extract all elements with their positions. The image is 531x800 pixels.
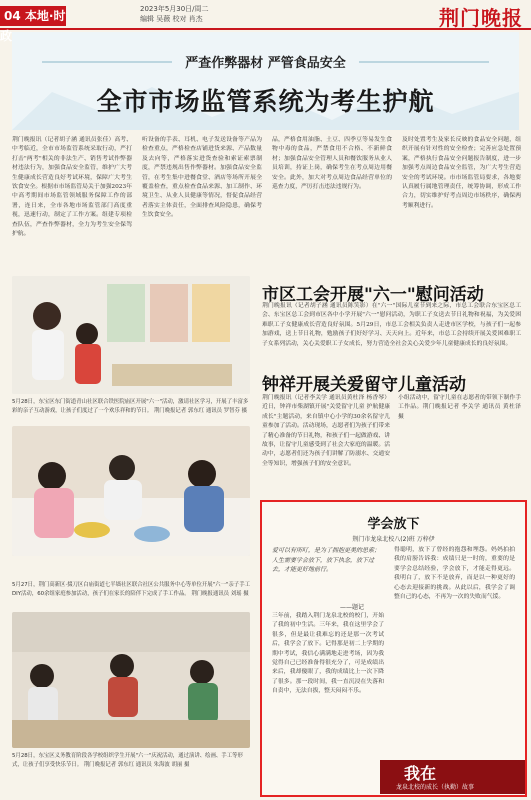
story3-headline: 钟祥开展关爱留守儿童活动: [262, 375, 466, 395]
caption-3: 5月28日，东宝区义务教育阶段各学校组织学生开展"六一"庆祝活动，通过演讲、绘画、手工等形式，让孩子们享受快乐节日。 荆门晚报记者 郭东红 通讯员 朱海波 胡丽 摄: [12, 753, 243, 768]
photo-classroom: [12, 612, 250, 748]
lead-headline: 全市市场监管系统为考生护航: [96, 87, 435, 116]
photo-children-painting: [12, 276, 250, 394]
photo-handcraft-activity: [12, 426, 250, 556]
lead-column-4: 及时处置考生及家长反映的食品安全问题，组织开展有针对性的安全检查；完善应急处置预案，严格执行食品安全问题报告制度，进一步加强考点周边食品安全监管，为广大考生营造安全的考试环境。市市场监管局要求，各地要认真履行属地管理责任，统筹协调，形成工作合力，切实维护好考点周边市场秩序，确保两考顺利进行。: [402, 137, 521, 209]
essay-epigraph-signature: ——题记: [340, 604, 365, 611]
story3-body: 荆门晚报讯（记者李关学 通讯员黄杜泽 杨香琴）近日，钟祥市柴湖镇开展"关爱留守儿童 护航健康成长"主题活动，来自镇中心小学的30余名留守儿童参加了活动。活动现场，志愿者们为孩子们带来了精心准备的节日礼物，和孩子们一起做游戏、讲故事，让留守儿童感受到了社会大家庭的温暖。活动中，志愿者们还为孩子们讲解了防溺水、交通安全等知识，增强孩子们的安全意识。: [262, 395, 390, 467]
photo-classroom-image: [12, 612, 250, 748]
issue-meta: [140, 4, 209, 24]
story2-body: 荆门晚报讯（记者胡子涵 通讯员陈笑影）在"六一"国际儿童节到来之际，市总工会联合东宝区总工会、东宝区总工会到市区各中小学开展"六一"慰问活动，为职工子女送去节日礼物和祝福，为关爱困难职工子女健康成长营造良好氛围。5月29日，市总工会相关负责人走进市区学校，与孩子们一起参加游戏，送上节日礼物，勉励孩子们好好学习、天天向上。近年来，市总工会持续开展关爱困难职工子女系列活动，关心关爱职工子女成长，努力营造全社会关心关爱少年儿童健康成长的良好氛围。: [262, 303, 521, 347]
lead-column-1: 荆门晚报讯（记者胡子涵 通讯员张佳）高考、中考临近，全市市场监管系统采取行动，严打打击"两考"相关的非法生产、销售考试作弊器材违法行为，加强食品安全监管，维护广大考生健康成长营造良好考试环境，保障广大考生饮食安全。根据市市场监管局关于加强2023年中高考期间市场监管领域服务保障工作的部署，连日来，全市各地市场监管部门高度重视，迅速行动，制定了工作方案。组建专项检查队伍，严查作弊器材，全力为考生安全保驾护航。: [12, 137, 132, 238]
page-number: 04: [4, 9, 21, 23]
issue-date: 2023年5月30日/周二: [140, 5, 209, 13]
column-brand-title: 我在: [404, 764, 437, 783]
essay-title: 学会放下: [367, 517, 420, 532]
lead-kicker: 严查作弊器材 严管食品安全: [185, 56, 346, 71]
photo-handcraft-activity-image: [12, 426, 250, 556]
essay-column-1: 三年前，我踏入荆门龙泉北校的校门，开始了我的初中生活。三年来，我在这里学会了很多，但是最让我难忘的还是那一次考试后，我学会了放下。记得那是初二上学期的期中考试，我信心满满地走进考场，因为我觉得自己已经准备得很充分了，可是成绩出来后，我却傻眼了，我的成绩比上一次下降了很多。那一段时间，我一直沉浸在失落和自责中，无法自拔，整天闷闷不乐。: [272, 613, 384, 695]
story2-headline: 市区工会开展"六一"慰问活动: [262, 285, 484, 305]
photo-children-painting-image: [12, 276, 250, 394]
essay-column-2: 得聪明，放下了曾经的抱怨和埋怨。妈妈拍拍我的肩膀告诉我：成绩只是一时的，重要的是要学会总结经验，学会放下，才能走得更远。我明白了，放下不是放弃，而是以一种更好的心态去迎接新的挑战。从此以后，我学会了调整自己的心态，不再为一次的失败而气馁。: [394, 547, 515, 601]
page-header: [0, 0, 531, 43]
lead-column-3: 品，严格食用油脂、土豆、四季豆等易发生食物中毒的食品，严禁食用不合格、不新鲜食材；加强食品安全管理人员和餐饮服务从业人员培训，持证上岗，确保考生在考点周边用餐安全。此外，加大对考点周边食品经营单位的巡查力度，严厉打击违法违规行为。: [272, 137, 392, 191]
page-number-section: [0, 6, 66, 43]
editor-line: 编辑 吴薇 校对 肖杰: [140, 15, 203, 23]
essay-epigraph: 爱可以有所叮，是为了拥抱更美的思索；人生需要学会放下，放下执念，放下过去，才能更好地前行。: [272, 547, 381, 574]
newspaper-logo: 荆门晚报: [439, 6, 523, 30]
story3-caption: 小组活动中，留守儿童在志愿者的带领下制作手工作品。荆门晚报记者 李关学 通讯员 黄杜泽 摄: [398, 395, 521, 420]
caption-1: 5月28日，东宝区东门街道青山社区联合铁医院庙区开展"六一"活动，激请社区学习，开展了丰富多彩的亲子互动游戏，让孩子们度过了一个欢乐祥和的节日。 荆门晚报记者 郭东红 通讯员 罗智芬 摄: [12, 399, 249, 414]
caption-2: 5月27日，荆门高新区·掇刀区白庙街道七半墙社区联合社区公共服务中心等单位开展"六一"亲子手工DIY活动，60余组家庭参加活动，孩子们在家长的陪伴下完成了手工作品。 荆门晚报通讯员 刘瑶 摄: [12, 582, 250, 597]
section-name: 本地·时政: [0, 9, 66, 43]
essay-byline: 荆门市龙泉北校八(2)班 万梓伊: [352, 536, 435, 543]
lead-column-2: 听设备的手表、耳机、电子发送设备等产品为检查重点，严格检查店铺进货来源、产品数量及去向等，严格落实进货查验和索证索票制度，严禁违规出售作弊器材。加强食品安全监管，在考生集中进餐食堂、酒店等场所开展全覆盖检查，重点检查食品来源、加工制作、环境卫生、从业人员健康等情况，督促食品经营者落实主体责任，全面排查风险隐患，确保考生饮食安全。: [142, 137, 262, 219]
column-brand-subtitle: 龙泉北校的成长（执勤）故事: [396, 784, 475, 791]
